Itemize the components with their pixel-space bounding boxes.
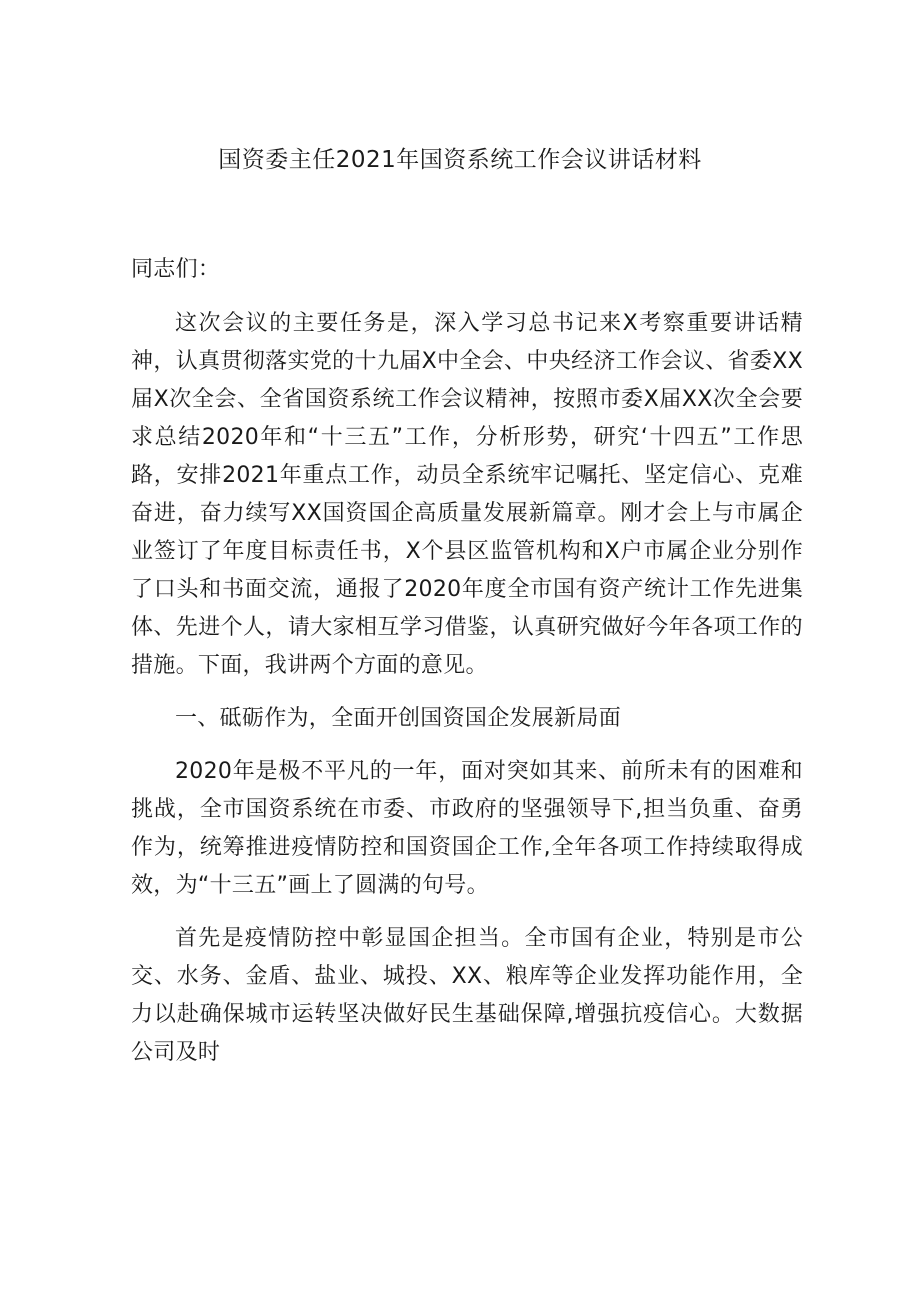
section-heading-1: 一、砥砺作为，全面开创国资国企发展新局面 [175, 706, 622, 731]
greeting-line: 同志们： [131, 257, 221, 282]
paragraph-intro: 这次会议的主要任务是，深入学习总书记来X考察重要讲话精神，认真贯彻落实党的十九届X中全会、中央经济工作会议、省委XX届X次全会、全省国资系统工作会议精神，按照市委X届XX次全会要求总结2020年和“十三五”工作，分析形势，研究‘十四五”工作思路，安排2021年重点工作，动员全系统牢记嘱托、坚定信心、克难奋进，奋力续写XX国资国企高质量发展新篇章。刚才会上与市属企业签订了年度目标责任书，X个县区监管机构和X户市属企业分别作了口头和书面交流，通报了2020年度全市国有资产统计工作先进集体、先进个人，请大家相互学习借鉴，认真研究做好今年各项工作的措施。下面，我讲两个方面的意见。 [131, 311, 803, 678]
paragraph-2020-review: 2020年是极不平凡的一年，面对突如其来、前所未有的困难和挑战，全市国资系统在市委、市政府的坚强领导下,担当负重、奋勇作为，统筹推进疫情防控和国资国企工作,全年各项工作持续取得成效，为“十三五”画上了圆满的句号。 [131, 759, 803, 898]
paragraph-epidemic-control: 首先是疫情防控中彰显国企担当。全市国有企业，特别是市公交、水务、金盾、盐业、城投、XX、粮库等企业发挥功能作用，全力以赴确保城市运转坚决做好民生基础保障,增强抗疫信心。大数据公司及时 [131, 926, 803, 1065]
document-body [131, 251, 803, 1087]
document-title: 国资委主任2021年国资系统工作会议讲话材料 [218, 147, 702, 173]
